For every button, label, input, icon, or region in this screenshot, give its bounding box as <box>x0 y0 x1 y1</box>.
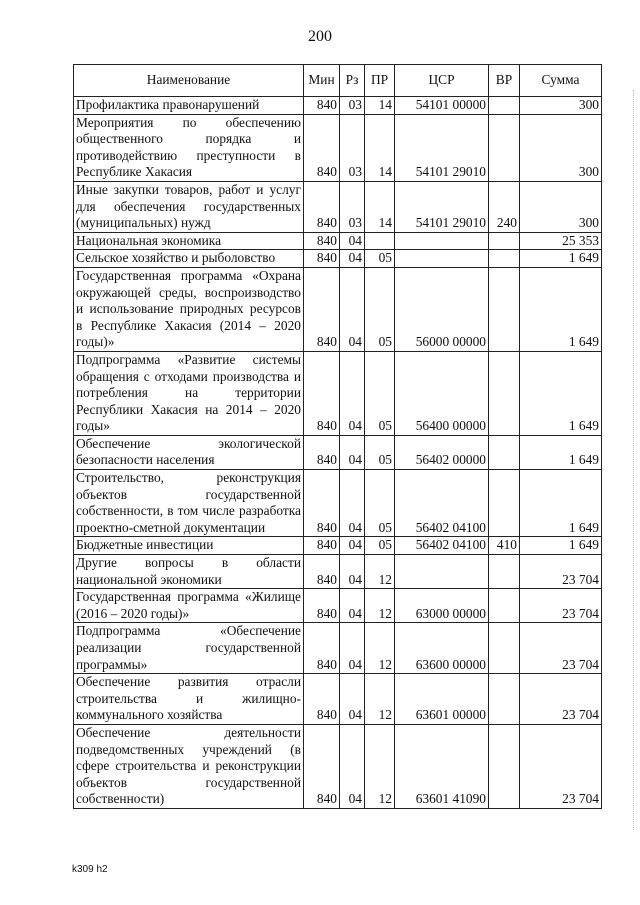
page-number: 200 <box>308 28 332 45</box>
cell-csr: 56402 04100 <box>395 537 489 555</box>
cell-rz: 04 <box>340 250 365 268</box>
cell-rz: 03 <box>340 97 365 115</box>
cell-pr: 12 <box>365 674 395 725</box>
table-body <box>74 97 602 809</box>
cell-sum: 1 649 <box>520 250 602 268</box>
cell-name: Другие вопросы в области национальной экономики <box>74 555 304 589</box>
cell-min: 840 <box>304 724 340 808</box>
table-row <box>74 537 602 555</box>
cell-min: 840 <box>304 674 340 725</box>
cell-rz: 04 <box>340 351 365 435</box>
table-row <box>74 250 602 268</box>
cell-sum: 1 649 <box>520 267 602 351</box>
header-rz: Рз <box>340 65 365 97</box>
cell-min: 840 <box>304 97 340 115</box>
cell-sum: 25 353 <box>520 232 602 250</box>
cell-min: 840 <box>304 623 340 674</box>
header-pr: ПР <box>365 65 395 97</box>
cell-vr: 410 <box>489 537 520 555</box>
cell-name: Профилактика правонарушений <box>74 97 304 115</box>
cell-sum: 300 <box>520 114 602 181</box>
cell-name: Обеспечение деятельности подведомственных учреждений (в сфере строительства и реконструкции объектов государственной собственности) <box>74 724 304 808</box>
cell-csr: 56000 00000 <box>395 267 489 351</box>
cell-rz: 04 <box>340 267 365 351</box>
table-row <box>74 555 602 589</box>
table-row <box>74 623 602 674</box>
cell-min: 840 <box>304 555 340 589</box>
cell-name: Обеспечение экологической безопасности населения <box>74 435 304 469</box>
cell-vr <box>489 724 520 808</box>
cell-name: Государственная программа «Охрана окружающей среды, воспроизводство и использование природных ресурсов в Республике Хакасия (2014 – 2020 годы)» <box>74 267 304 351</box>
cell-csr <box>395 555 489 589</box>
cell-pr: 05 <box>365 250 395 268</box>
cell-pr: 12 <box>365 623 395 674</box>
cell-vr <box>489 97 520 115</box>
cell-name: Иные закупки товаров, работ и услуг для обеспечения государственных (муниципальных) нужд <box>74 181 304 232</box>
header-min: Мин <box>304 65 340 97</box>
cell-rz: 04 <box>340 470 365 537</box>
scan-edge-artifact <box>632 90 634 830</box>
cell-vr <box>489 674 520 725</box>
cell-csr: 63600 00000 <box>395 623 489 674</box>
cell-sum: 23 704 <box>520 623 602 674</box>
table-row <box>74 232 602 250</box>
header-sum: Сумма <box>520 65 602 97</box>
cell-pr: 05 <box>365 351 395 435</box>
header-vr: ВР <box>489 65 520 97</box>
header-csr: ЦСР <box>395 65 489 97</box>
cell-sum: 1 649 <box>520 435 602 469</box>
cell-vr <box>489 589 520 623</box>
cell-csr <box>395 250 489 268</box>
cell-rz: 04 <box>340 555 365 589</box>
table-row <box>74 97 602 115</box>
cell-pr: 14 <box>365 114 395 181</box>
cell-csr: 54101 29010 <box>395 114 489 181</box>
cell-name: Государственная программа «Жилище (2016 – 2020 годы)» <box>74 589 304 623</box>
cell-min: 840 <box>304 250 340 268</box>
cell-vr <box>489 114 520 181</box>
cell-csr <box>395 232 489 250</box>
cell-csr: 56402 00000 <box>395 435 489 469</box>
cell-rz: 04 <box>340 232 365 250</box>
cell-name: Мероприятия по обеспечению общественного порядка и противодействию преступности в Республике Хакасия <box>74 114 304 181</box>
cell-rz: 04 <box>340 623 365 674</box>
cell-vr <box>489 470 520 537</box>
cell-sum: 23 704 <box>520 724 602 808</box>
cell-pr: 05 <box>365 435 395 469</box>
cell-csr: 56402 04100 <box>395 470 489 537</box>
cell-rz: 03 <box>340 114 365 181</box>
table-row <box>74 267 602 351</box>
cell-min: 840 <box>304 267 340 351</box>
cell-min: 840 <box>304 351 340 435</box>
cell-sum: 300 <box>520 97 602 115</box>
cell-vr <box>489 555 520 589</box>
cell-name: Обеспечение развития отрасли строительства и жилищно-коммунального хозяйства <box>74 674 304 725</box>
cell-vr <box>489 351 520 435</box>
cell-rz: 04 <box>340 674 365 725</box>
table-row <box>74 470 602 537</box>
cell-pr: 14 <box>365 97 395 115</box>
cell-csr: 56400 00000 <box>395 351 489 435</box>
cell-rz: 04 <box>340 724 365 808</box>
cell-sum: 23 704 <box>520 589 602 623</box>
cell-pr: 05 <box>365 470 395 537</box>
cell-sum: 1 649 <box>520 470 602 537</box>
cell-csr: 54101 00000 <box>395 97 489 115</box>
cell-rz: 04 <box>340 537 365 555</box>
table-row <box>74 589 602 623</box>
cell-min: 840 <box>304 435 340 469</box>
cell-pr: 14 <box>365 181 395 232</box>
cell-vr <box>489 623 520 674</box>
cell-vr <box>489 232 520 250</box>
cell-min: 840 <box>304 589 340 623</box>
cell-rz: 04 <box>340 589 365 623</box>
cell-pr: 05 <box>365 267 395 351</box>
cell-name: Строительство, реконструкция объектов государственной собственности, в том числе разработка проектно-сметной документации <box>74 470 304 537</box>
table-row <box>74 351 602 435</box>
table-row <box>74 435 602 469</box>
cell-name: Бюджетные инвестиции <box>74 537 304 555</box>
table-row <box>74 674 602 725</box>
cell-pr: 12 <box>365 589 395 623</box>
footer-code: k309 h2 <box>72 864 108 875</box>
cell-sum: 23 704 <box>520 674 602 725</box>
cell-sum: 300 <box>520 181 602 232</box>
budget-table <box>73 64 602 809</box>
cell-name: Подпрограмма «Обеспечение реализации государственной программы» <box>74 623 304 674</box>
cell-min: 840 <box>304 181 340 232</box>
cell-pr: 12 <box>365 724 395 808</box>
cell-vr: 240 <box>489 181 520 232</box>
cell-min: 840 <box>304 232 340 250</box>
cell-pr <box>365 232 395 250</box>
table-header-row <box>74 65 602 97</box>
table-row <box>74 724 602 808</box>
cell-vr <box>489 267 520 351</box>
cell-name: Подпрограмма «Развитие системы обращения с отходами производства и потребления на территории Республики Хакасия на 2014 – 2020 годы» <box>74 351 304 435</box>
cell-name: Сельское хозяйство и рыболовство <box>74 250 304 268</box>
header-name: Наименование <box>74 65 304 97</box>
cell-vr <box>489 250 520 268</box>
cell-rz: 04 <box>340 435 365 469</box>
cell-rz: 03 <box>340 181 365 232</box>
cell-csr: 63601 00000 <box>395 674 489 725</box>
cell-csr: 63000 00000 <box>395 589 489 623</box>
cell-min: 840 <box>304 114 340 181</box>
cell-pr: 05 <box>365 537 395 555</box>
cell-sum: 1 649 <box>520 537 602 555</box>
table-row <box>74 181 602 232</box>
cell-pr: 12 <box>365 555 395 589</box>
cell-name: Национальная экономика <box>74 232 304 250</box>
cell-sum: 23 704 <box>520 555 602 589</box>
cell-vr <box>489 435 520 469</box>
cell-sum: 1 649 <box>520 351 602 435</box>
cell-min: 840 <box>304 537 340 555</box>
cell-csr: 54101 29010 <box>395 181 489 232</box>
table-row <box>74 114 602 181</box>
cell-csr: 63601 41090 <box>395 724 489 808</box>
cell-min: 840 <box>304 470 340 537</box>
